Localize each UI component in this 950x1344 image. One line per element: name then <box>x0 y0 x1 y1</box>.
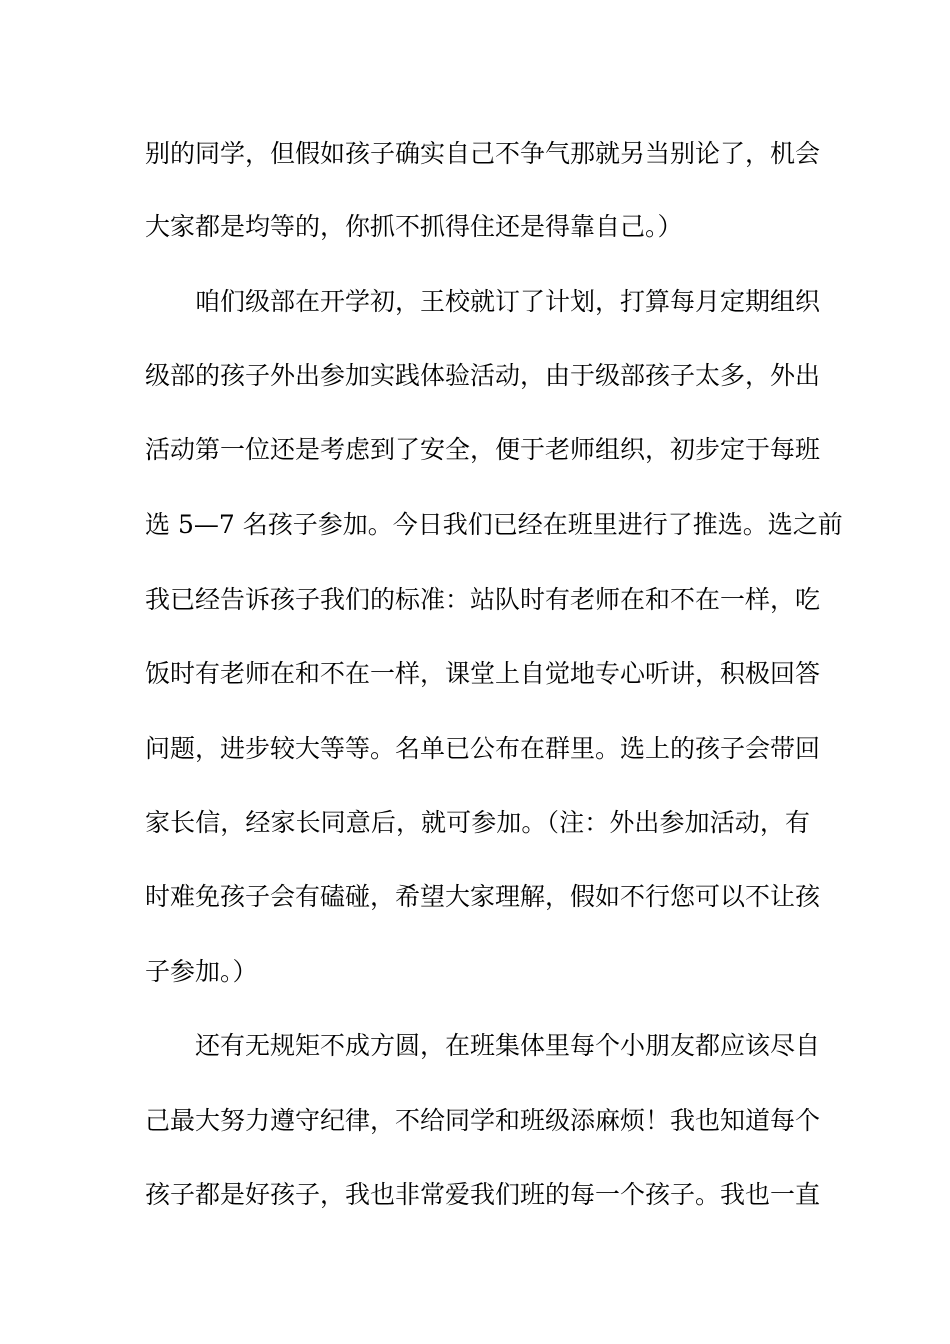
text-line-12: 子参加。） <box>145 957 258 986</box>
text-line-14: 己最大努力遵守纪律，不给同学和班级添麻烦！我也知道每个 <box>145 1106 821 1135</box>
text-line-10: 家长信，经家长同意后，就可参加。（注：外出参加活动，有 <box>145 808 810 837</box>
text-line-8: 饭时有老师在和不在一样，课堂上自觉地专心听讲，积极回答 <box>145 659 821 688</box>
text-line-11: 时难免孩子会有磕碰，希望大家理解，假如不行您可以不让孩 <box>145 882 821 911</box>
text-line-5: 活动第一位还是考虑到了安全，便于老师组织，初步定于每班 <box>145 435 821 464</box>
text-line-4: 级部的孩子外出参加实践体验活动，由于级部孩子太多，外出 <box>145 361 821 390</box>
text-line-2: 大家都是均等的，你抓不抓得住还是得靠自己。） <box>145 212 683 241</box>
text-line-1: 别的同学，但假如孩子确实自己不争气那就另当别论了，机会 <box>145 139 821 168</box>
text-line-13: 还有无规矩不成方圆，在班集体里每个小朋友都应该尽自 <box>195 1031 821 1060</box>
text-line-7: 我已经告诉孩子我们的标准：站队时有老师在和不在一样，吃 <box>145 585 821 614</box>
text-line-3: 咱们级部在开学初，王校就订了计划，打算每月定期组织 <box>195 287 821 316</box>
text-line-6: 选 5—7 名孩子参加。今日我们已经在班里进行了推选。选之前 <box>145 510 843 539</box>
text-line-9: 问题，进步较大等等。名单已公布在群里。选上的孩子会带回 <box>145 734 821 763</box>
text-line-15: 孩子都是好孩子，我也非常爱我们班的每一个孩子。我也一直 <box>145 1180 821 1209</box>
